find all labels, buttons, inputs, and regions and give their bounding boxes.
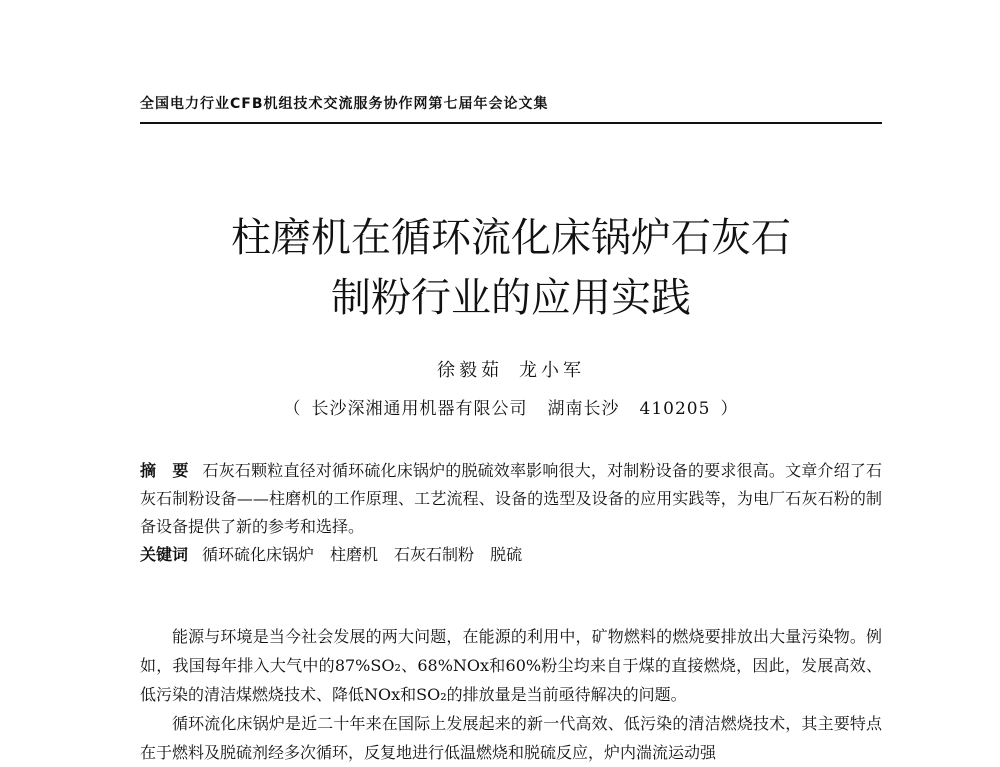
abstract-paragraph — [140, 457, 882, 541]
body-paragraph-2: 循环流化床锅炉是近二十年来在国际上发展起来的新一代高效、低污染的清洁燃烧技术，其主要特点在于燃料及脱硫剂经多次循环，反复地进行低温燃烧和脱硫反应，炉内湍流运动强 — [140, 714, 882, 762]
abstract-section — [140, 457, 882, 569]
header-rule — [140, 122, 882, 124]
keywords-line — [140, 541, 882, 569]
keyword-item: 石灰石制粉 — [394, 545, 475, 564]
author-list — [140, 356, 882, 382]
abstract-text: 石灰石颗粒直径对循环硫化床锅炉的脱硫效率影响很大，对制粉设备的要求很高。文章介绍了石灰石制粉设备——柱磨机的工作原理、工艺流程、设备的选型及设备的应用实践等，为电厂石灰石粉的制备设备提供了新的参考和选择。 — [140, 461, 882, 536]
keyword-item: 柱磨机 — [330, 545, 379, 564]
abstract-label: 摘 要 — [140, 461, 189, 480]
keywords-label: 关键词 — [140, 545, 189, 564]
body-text — [140, 622, 882, 767]
body-paragraph-1: 能源与环境是当今社会发展的两大问题，在能源的利用中，矿物燃料的燃烧要排放出大量污染物。例如，我国每年排入大气中的87%SO₂、68%NOx和60%粉尘均来自于煤的直接燃烧，因此，发展高效、低污染的清洁煤燃烧技术、降低NOx和SO₂的排放量是当前亟待解决的问题。 — [140, 627, 882, 704]
keyword-item: 循环硫化床锅炉 — [202, 545, 315, 564]
affiliation-postcode: 410205 — [639, 399, 711, 419]
keyword-item: 脱硫 — [490, 545, 523, 564]
running-head: 全国电力行业CFB机组技术交流服务协作网第七届年会论文集 — [140, 96, 549, 112]
title-line-1: 柱磨机在循环流化床锅炉石灰石 — [231, 215, 791, 261]
title-line-2: 制粉行业的应用实践 — [331, 275, 691, 321]
affiliation-close-paren: ） — [720, 399, 739, 419]
affiliation — [140, 394, 882, 419]
author-name: 徐毅茹 — [437, 360, 503, 381]
author-name: 龙小军 — [519, 360, 585, 381]
affiliation-open-paren: （ — [283, 399, 302, 419]
affiliation-org: 长沙深湘通用机器有限公司 — [311, 399, 528, 419]
affiliation-city: 湖南长沙 — [547, 399, 620, 419]
paper-title — [140, 208, 882, 328]
